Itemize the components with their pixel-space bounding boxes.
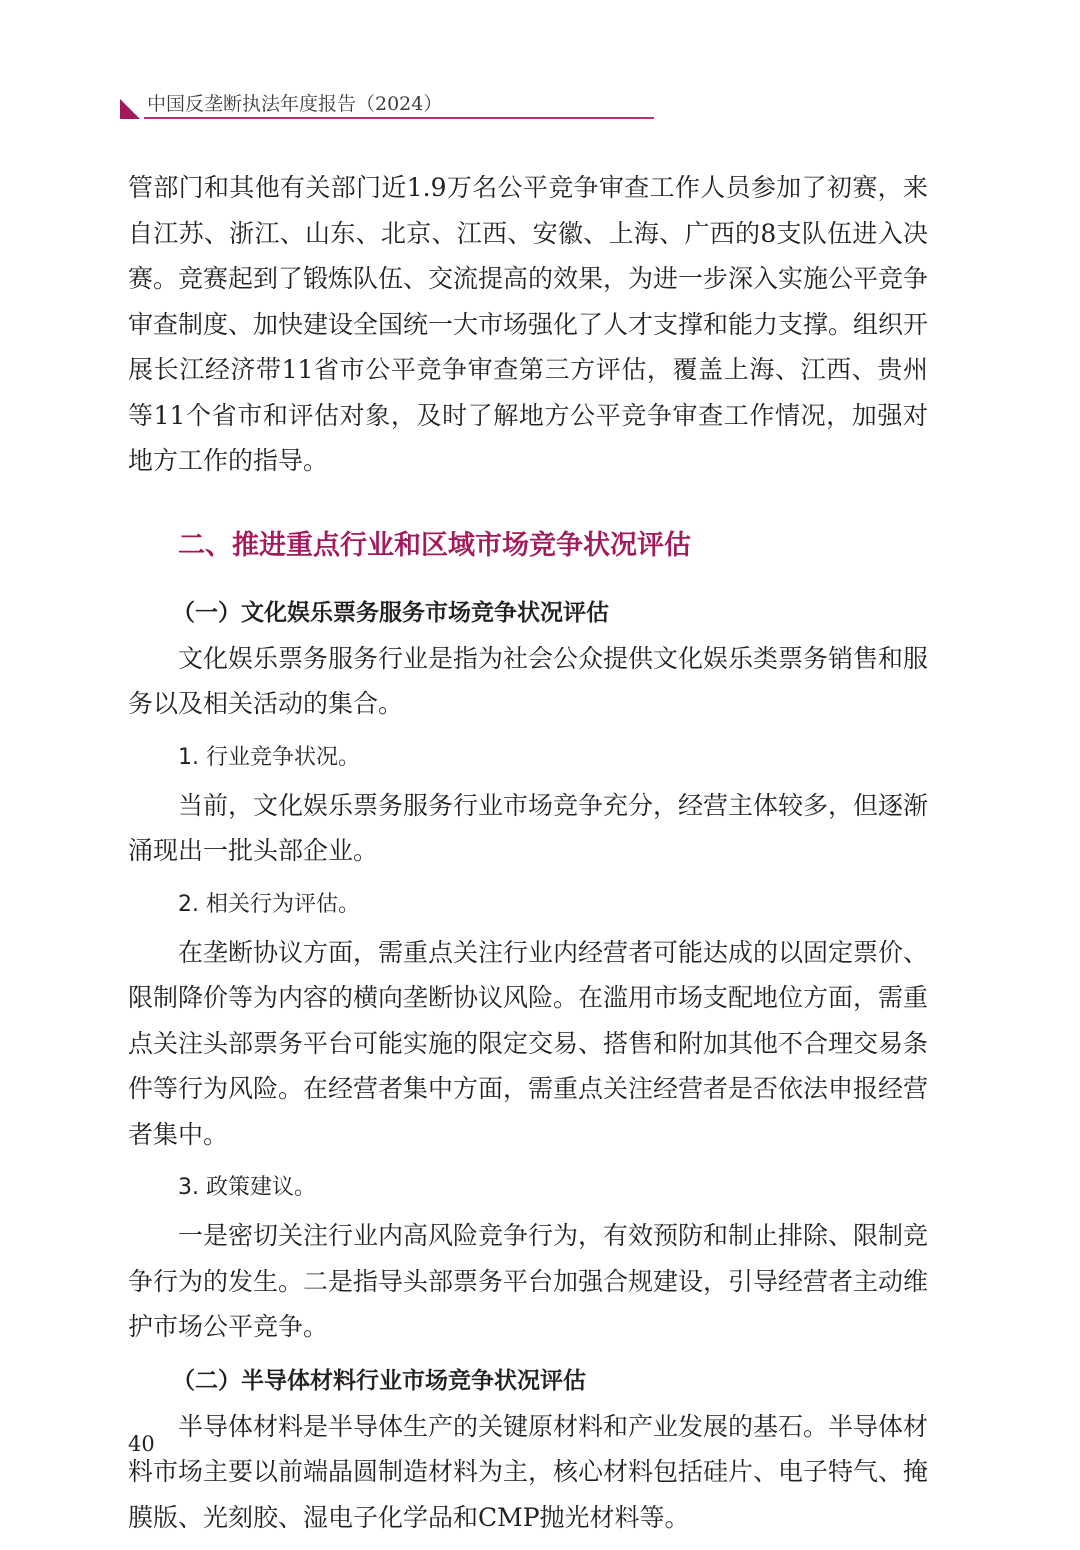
- item-heading-behavior-assessment: 2. 相关行为评估。: [178, 891, 360, 917]
- paragraph-behavior-assessment: 在垄断协议方面，需重点关注行业内经营者可能达成的以固定票价、限制降价等为内容的横向垄断协议风险。在滥用市场支配地位方面，需重点关注头部票务平台可能实施的限定交易、搭售和附加其他不合理交易条件等行为风险。在经营者集中方面，需重点关注经营者是否依法申报经营者集中。: [128, 937, 929, 1149]
- page-body: [128, 165, 928, 1550]
- paragraph-ticketing-definition: 文化娱乐票务服务行业是指为社会公众提供文化娱乐类票务销售和服务以及相关活动的集合。: [128, 643, 929, 718]
- header-rule: [144, 117, 654, 119]
- item-heading-competition-status: 1. 行业竞争状况。: [178, 744, 360, 770]
- item-heading-policy-suggestions: 3. 政策建议。: [178, 1175, 316, 1200]
- section-heading: 二、推进重点行业和区域市场竞争状况评估: [178, 529, 691, 561]
- running-header: [120, 86, 655, 120]
- paragraph-semiconductor: 半导体材料是半导体生产的关键原材料和产业发展的基石。半导体材料市场主要以前端晶圆制造材料为主，核心材料包括硅片、电子特气、掩膜版、光刻胶、湿电子化学品和CMP抛光材料等。: [128, 1411, 929, 1532]
- page-number: 40: [128, 1432, 155, 1456]
- subsection-heading-ticketing: （一）文化娱乐票务服务市场竞争状况评估: [172, 599, 609, 626]
- paragraph-competition-status: 当前，文化娱乐票务服务行业市场竞争充分，经营主体较多，但逐渐涌现出一批头部企业。: [128, 790, 929, 865]
- paragraph-continued: 管部门和其他有关部门近1.9万名公平竞争审查工作人员参加了初赛，来自江苏、浙江、山东、北京、江西、安徽、上海、广西的8支队伍进入决赛。竞赛起到了锻炼队伍、交流提高的效果，为进一步深入实施公平竞争审查制度、加快建设全国统一大市场强化了人才支撑和能力支撑。组织开展长江经济带11省市公平竞争审查第三方评估，覆盖上海、江西、贵州等11个省市和评估对象，及时了解地方公平竞争审查工作情况，加强对地方工作的指导。: [128, 173, 929, 475]
- header-title: 中国反垄断执法年度报告（2024）: [147, 93, 443, 115]
- paragraph-policy-suggestions: 一是密切关注行业内高风险竞争行为，有效预防和制止排除、限制竞争行为的发生。二是指导头部票务平台加强合规建设，引导经营者主动维护市场公平竞争。: [128, 1221, 929, 1341]
- subsection-heading-semiconductor: （二）半导体材料行业市场竞争状况评估: [172, 1367, 586, 1394]
- header-triangle-mark: [120, 99, 140, 119]
